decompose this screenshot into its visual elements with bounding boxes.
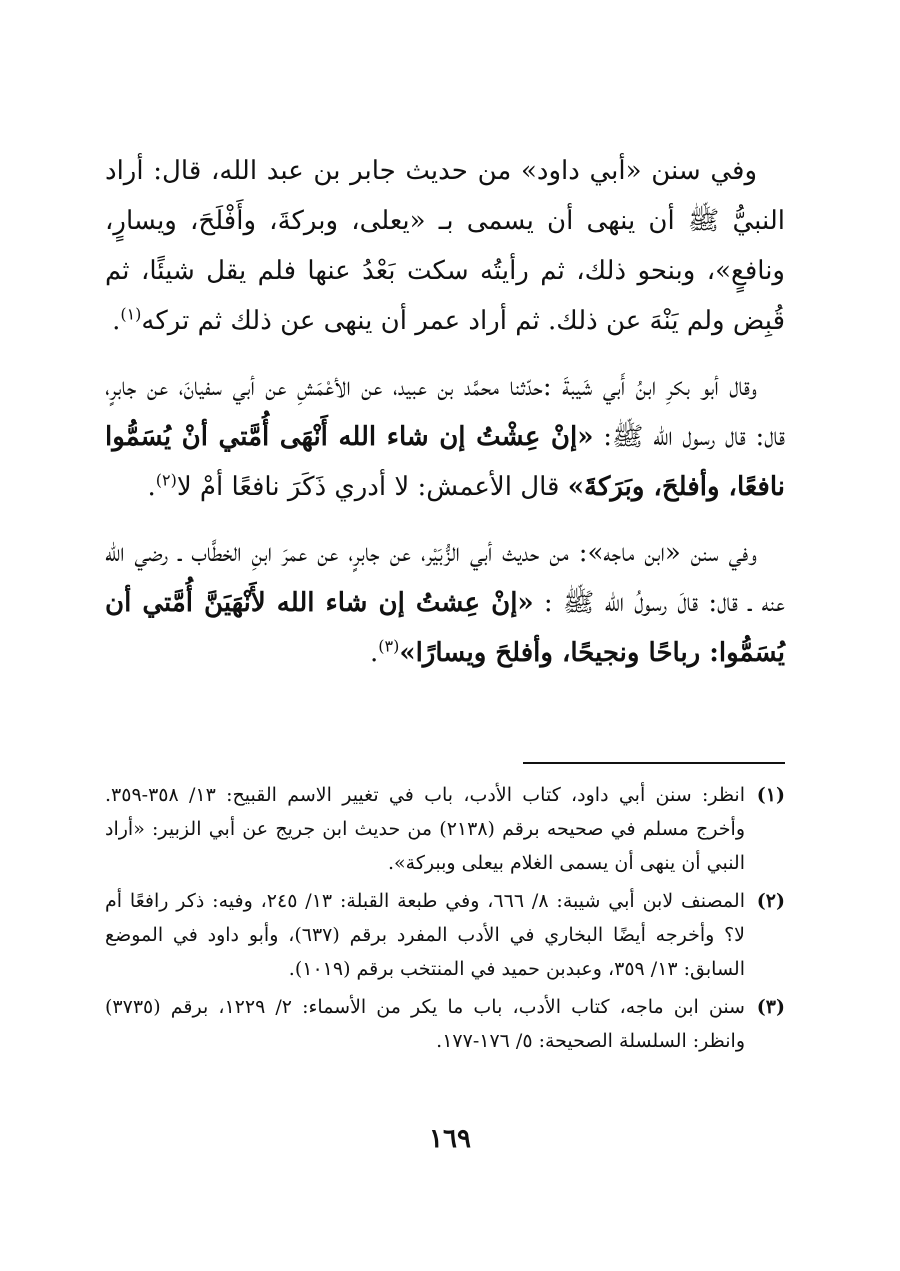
- paragraph-2-text: وقال أبو بكرِ ابنُ أَبي شَيبةَ :حدّثنا محمَّد بن عبيد، عن الأعْمَشِ عن أبي سفيانَ، عن جابرٍ، قال: قال رسول الله ﷺ:: [105, 372, 785, 452]
- footnotes: [105, 778, 785, 1062]
- footnote-ref-2: (٢): [155, 470, 177, 490]
- paragraph-1: [105, 146, 785, 346]
- page-number: ١٦٩: [429, 1124, 471, 1154]
- footnote-number: (١): [756, 784, 785, 806]
- footnote-3: [105, 990, 785, 1058]
- footnote-1: [105, 778, 785, 880]
- paragraph-3-text: وفي سنن «ابن ماجه»: من حديث أبي الزُّبَيْر، عن جابرٍ، عن عمرَ ابنِ الخطَّاب ـ رضي الله عنه ـ قال: قالَ رسولُ الله ﷺ :: [105, 538, 785, 618]
- footnote-text: المصنف لابن أبي شيبة: ٨/ ٦٦٦، وفي طبعة القبلة: ١٣/ ٢٤٥، وفيه: ذكر رافعًا أم لا؟ وأخرجه أيضًا البخاري في الأدب المفرد برقم (٦٣٧)، وأبو داود في الموضع السابق: ١٣/ ٣٥٩، وعبدبن حميد في المنتخب برقم (١٠١٩).: [105, 890, 745, 980]
- paragraph-1-text: وفي سنن «أبي داود» من حديث جابر بن عبد الله، قال: أراد النبيُّ ﷺ أن ينهى أن يسمى بـ «يعلى، وبركةَ، وأَفْلَحَ، ويسارٍ، ونافعٍ»، وبنحو ذلك، ثم رأيتُه سكت بَعْدُ عنها فلم يقل شيئًا، ثم قُبِض ولم يَنْهَ عن ذلك. ثم أراد عمر أن ينهى عن ذلك ثم تركه: [105, 156, 785, 336]
- main-text: [105, 146, 785, 678]
- paragraph-1-end: .: [112, 306, 121, 336]
- footnote-text: سنن ابن ماجه، كتاب الأدب، باب ما يكر من الأسماء: ٢/ ١٢٢٩، برقم (٣٧٣٥) وانظر: السلسلة الصحيحة: ٥/ ١٧٦-١٧٧.: [105, 996, 745, 1052]
- paragraph-2-end: .: [147, 472, 156, 502]
- footnote-number: (٢): [756, 890, 785, 912]
- footnote-number: (٣): [756, 996, 785, 1018]
- footnote-text: انظر: سنن أبي داود، كتاب الأدب، باب في تغيير الاسم القبيح: ١٣/ ٣٥٨-٣٥٩. وأخرج مسلم في صحيحه برقم (٢١٣٨) من حديث ابن جريج عن أبي الزبير: «أراد النبي أن ينهى أن يسمى الغلام بيعلى وببركة».: [105, 784, 746, 874]
- paragraph-2-text-2: قال الأعمش: لا أدري ذَكَرَ نافعًا أمْ لا: [176, 472, 568, 502]
- footnote-ref-3: (٣): [378, 636, 400, 656]
- footnote-divider: [523, 762, 785, 764]
- paragraph-3-end: .: [369, 638, 379, 668]
- footnote-ref-1: (١): [120, 304, 142, 324]
- hadith-quote-1: «إنْ عِشْتُ إن شاء الله أَنْهَى أُمَّتي أنْ يُسَمُّوا نافعًا، وأفلحَ، وبَرَكةَ»: [105, 422, 785, 502]
- hadith-quote-2: «إنْ عِشتُ إن شاء الله لأَنْهَيَنَّ أُمَّتي أن يُسَمُّوا: رباحًا ونجيحًا، وأفلحَ ويسارًا»: [105, 588, 785, 668]
- footnote-2: [105, 884, 785, 986]
- paragraph-2: [105, 362, 785, 512]
- paragraph-3: [105, 528, 785, 678]
